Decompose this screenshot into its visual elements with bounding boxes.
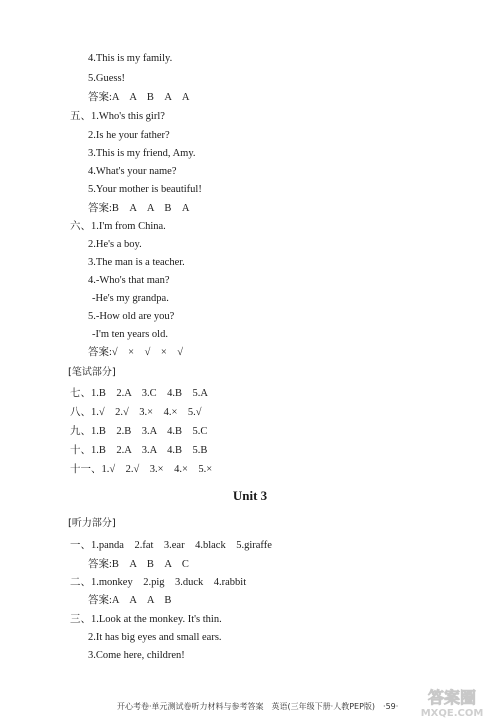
answer-line: 八、1.√ 2.√ 3.× 4.× 5.√ — [70, 407, 202, 418]
answer-line: 十、1.B 2.A 3.A 4.B 5.B — [70, 445, 208, 456]
text-line: 4.This is my family. — [88, 53, 173, 64]
text-line: 3.Come here, children! — [88, 650, 185, 661]
watermark-logo — [408, 688, 496, 718]
text-line: 4.-Who's that man? — [88, 275, 170, 286]
text-line: 4.What's your name? — [88, 166, 177, 177]
text-line: 2.He's a boy. — [88, 239, 142, 250]
text-line: 5.Your mother is beautiful! — [88, 184, 202, 195]
section-heading: 五、1.Who's this girl? — [70, 111, 165, 122]
answer-line: 答案:A A A B — [88, 595, 172, 606]
section-heading: 六、1.I'm from China. — [70, 221, 166, 232]
text-line: 5.-How old are you? — [88, 311, 175, 322]
section-label-listening: [听力部分] — [68, 518, 116, 529]
watermark-line2: MXQE.COM — [420, 708, 484, 718]
answer-line: 一、1.panda 2.fat 3.ear 4.black 5.giraffe — [70, 540, 272, 551]
page-footer: 开心考卷·单元测试卷听力材料与参考答案 英语(三年级下册·人教PEP版) ·59· — [117, 702, 399, 711]
text-line: -I'm ten years old. — [92, 329, 168, 340]
answer-line: 十一、1.√ 2.√ 3.× 4.× 5.× — [70, 464, 213, 475]
answer-line: 答案:√ × √ × √ — [88, 347, 184, 358]
answer-line: 答案:B A B A C — [88, 559, 189, 570]
answer-line: 九、1.B 2.B 3.A 4.B 5.C — [70, 426, 208, 437]
text-line: -He's my grandpa. — [92, 293, 169, 304]
answer-line: 答案:B A A B A — [88, 203, 190, 214]
text-line: 3.This is my friend, Amy. — [88, 148, 196, 159]
section-heading: 三、1.Look at the monkey. It's thin. — [70, 614, 222, 625]
answer-line: 答案:A A B A A — [88, 92, 190, 103]
unit-title: Unit 3 — [232, 488, 268, 503]
answer-line: 二、1.monkey 2.pig 3.duck 4.rabbit — [70, 577, 247, 588]
answer-line: 七、1.B 2.A 3.C 4.B 5.A — [70, 388, 208, 399]
section-label-written: [笔试部分] — [68, 367, 116, 378]
text-line: 2.It has big eyes and small ears. — [88, 632, 222, 643]
text-line: 3.The man is a teacher. — [88, 257, 185, 268]
text-line: 2.Is he your father? — [88, 130, 170, 141]
watermark-line1: 答案圈 — [427, 688, 477, 707]
text-line: 5.Guess! — [88, 73, 126, 84]
